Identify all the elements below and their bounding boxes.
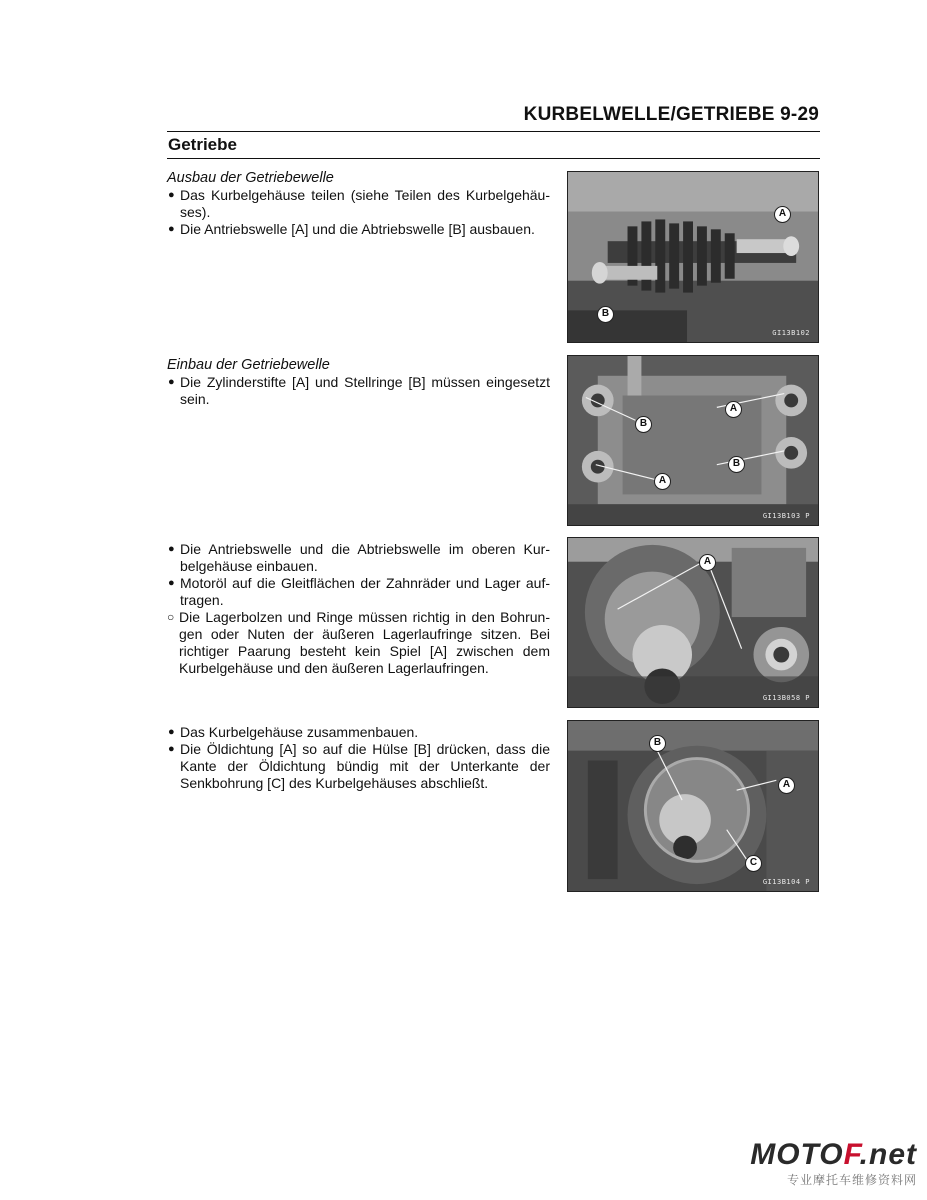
bullet-dot-icon: ● [168,223,175,235]
subheading: Ausbau der Getriebewelle [167,170,334,186]
bullet-text: Das Kurbelgehäuse zusammenbauen. [180,724,419,740]
bullet-dot-icon: ● [168,376,175,388]
bullet-dot-icon: ● [168,743,175,755]
section-rule [167,158,820,159]
subheading: Einbau der Getriebewelle [167,357,330,373]
bullet-item [167,741,550,792]
photo-code: GI13B058 P [762,694,810,702]
bullet-item [167,221,550,238]
bullet-item [167,187,550,221]
bullet-item [167,374,550,408]
bullet-text: Die Antriebswelle und die Abtriebswelle im oberen Kur-belgehäuse einbauen. [180,541,550,574]
bullet-item [167,609,550,677]
bullet-text: Motoröl auf die Gleitflächen der Zahnräder und Lager auf-tragen. [180,575,550,608]
bullet-item [167,575,550,609]
bullet-text: Die Zylinderstifte [A] und Stellringe [B] müssen eingesetzt sein. [180,374,550,407]
bullet-text: Die Öldichtung [A] so auf die Hülse [B] drücken, dass die Kante der Öldichtung bündig mit der Unterkante der Senkbohrung [C] des Kurbelgehäuses abschließt. [180,741,550,791]
photo-code: GI13B103 P [762,512,810,520]
bullet-dot-icon: ● [168,189,175,201]
watermark-brand-tail: .net [859,1138,917,1171]
bullet-item [167,541,550,575]
bullet-text: Die Antriebswelle [A] und die Abtriebswelle [B] ausbauen. [180,221,535,237]
watermark-logo [750,1140,917,1170]
callout-label: B [728,456,745,473]
bullet-text: Das Kurbelgehäuse teilen (siehe Teilen des Kurbelgehäu-ses). [180,187,550,220]
removal-block [167,170,550,238]
watermark [750,1140,917,1188]
photo-crankcase-dowels [567,355,819,526]
bullet-dot-icon: ● [168,726,175,738]
callout-label: A [778,777,795,794]
watermark-brand-main: MOTO [750,1138,844,1171]
header-rule [167,131,820,132]
callout-label: A [654,473,671,490]
section-title: Getriebe [168,135,237,154]
photo-oil-seal [567,720,819,892]
bullet-dot-icon: ● [168,577,175,589]
callout-label: A [725,401,742,418]
photo-code: GI13B104 P [762,878,810,886]
bullet-dot-icon: ● [168,543,175,555]
callout-label: B [635,416,652,433]
watermark-subtitle: 专业摩托车维修资料网 [786,1173,917,1187]
callout-label: A [699,554,716,571]
callout-label: B [597,306,614,323]
photo-bearing-clearance-image [568,538,818,707]
assembly-block [167,724,550,792]
watermark-brand-accent: F [843,1138,860,1171]
photo-oil-seal-image [568,721,818,891]
shaft-install-block [167,541,550,677]
bullet-text: Die Lagerbolzen und Ringe müssen richtig in den Bohrun-gen oder Nuten der äußeren Lagerlaufringe sitzen. Bei richtiger Paarung besteht kein Spiel [A] zwischen dem Kurbelgehäuse und den äußeren Lagerlaufringen. [179,609,550,676]
callout-label: B [649,735,666,752]
photo-bearing-clearance [567,537,819,708]
bullet-item [167,724,550,741]
page-header-title: KURBELWELLE/GETRIEBE 9-29 [523,104,819,125]
photo-crankcase-dowels-image [568,356,818,525]
photo-transmission-shafts [567,171,819,343]
callout-label: C [745,855,762,872]
bullet-circle-icon: ○ [167,610,175,624]
photo-code: GI13B102 [772,329,810,337]
installation-block [167,357,550,408]
callout-label: A [774,206,791,223]
